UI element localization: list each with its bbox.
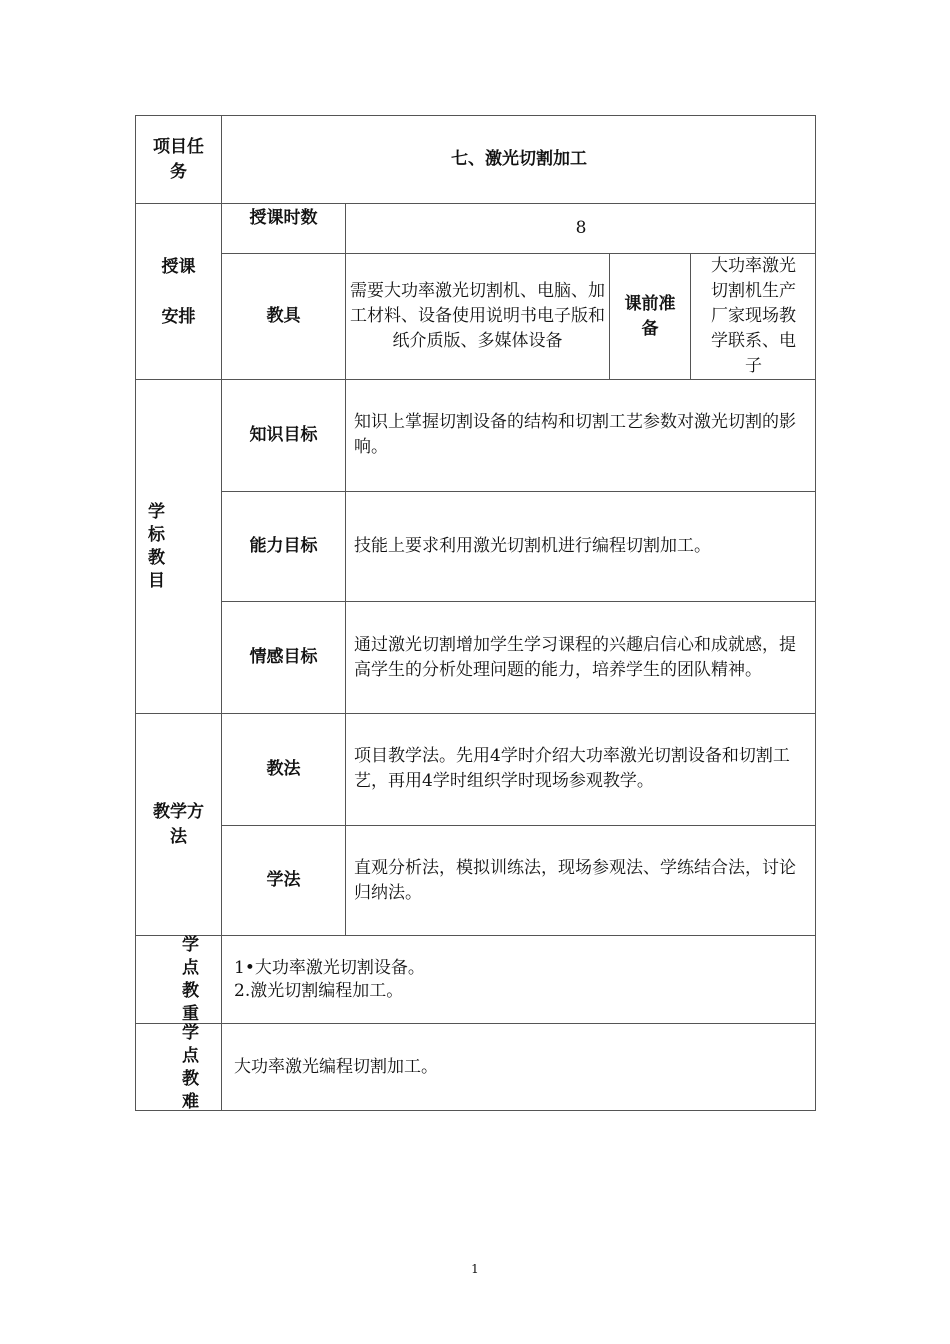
- ability-label: 能力目标: [249, 536, 318, 556]
- learning-value-cell: [345, 825, 816, 935]
- prep-value-cell: [690, 253, 816, 379]
- methods-label: 教学方法: [153, 801, 204, 847]
- key-points-label-cell: [135, 935, 221, 1023]
- schedule-label-1: 授课: [161, 256, 196, 277]
- task-label-cell: [135, 115, 221, 203]
- tools-label-cell: [221, 253, 345, 379]
- key-char-4: 重: [182, 1003, 199, 1024]
- emotion-value-cell: [345, 601, 816, 713]
- teaching-value-cell: [345, 713, 816, 825]
- goals-char-2: 标: [148, 524, 165, 545]
- hours-label: 授课时数: [249, 208, 318, 228]
- schedule-label-2: 安排: [161, 306, 196, 327]
- prep-label-cell: [609, 253, 690, 379]
- teaching-label: 教法: [266, 759, 301, 779]
- hours-label-cell: [221, 203, 345, 253]
- task-value-cell: [221, 115, 816, 203]
- prep-label: 课前准备: [624, 293, 676, 339]
- diff-char-3: 教: [182, 1068, 199, 1089]
- goals-char-3: 教: [148, 547, 165, 568]
- emotion-label-cell: [221, 601, 345, 713]
- key-char-2: 点: [182, 957, 199, 978]
- ability-label-cell: [221, 491, 345, 601]
- learning-label: 学法: [266, 870, 301, 890]
- key-char-1: 学: [182, 934, 199, 955]
- hours-value: 8: [575, 218, 587, 238]
- emotion-label: 情感目标: [249, 647, 318, 667]
- schedule-label-cell: [135, 203, 221, 379]
- goals-char-1: 学: [148, 501, 165, 522]
- ability-value: 技能上要求利用激光切割机进行编程切割加工。: [354, 536, 711, 556]
- knowledge-value: 知识上掌握切割设备的结构和切割工艺参数对激光切割的影响。: [354, 412, 796, 457]
- knowledge-value-cell: [345, 379, 816, 491]
- hours-value-cell: [345, 203, 816, 253]
- goals-char-4: 目: [148, 570, 165, 591]
- tools-value: 需要大功率激光切割机、电脑、加工材料、设备使用说明书电子版和纸介质版、多媒体设备: [350, 281, 605, 351]
- key-point-1: 1•大功率激光切割设备。: [234, 957, 425, 978]
- task-label: 项目任务: [153, 136, 204, 182]
- goals-label-cell: [135, 379, 221, 713]
- difficulties-value-cell: [221, 1023, 816, 1111]
- knowledge-label-cell: [221, 379, 345, 491]
- page-number: 1: [471, 1262, 479, 1276]
- ability-value-cell: [345, 491, 816, 601]
- diff-char-2: 点: [182, 1045, 199, 1066]
- key-point-2: 2.激光切割编程加工。: [234, 980, 404, 1001]
- emotion-value: 通过激光切割增加学生学习课程的兴趣启信心和成就感，提高学生的分析处理问题的能力，培养学生的团队精神。: [354, 634, 796, 680]
- key-points-value-cell: [221, 935, 816, 1023]
- learning-label-cell: [221, 825, 345, 935]
- tools-value-cell: [345, 253, 609, 379]
- teaching-value: 项目教学法。先用4学时介绍大功率激光切割设备和切割工艺，再用4学时组织学时现场参观教学。: [354, 746, 790, 791]
- knowledge-label: 知识目标: [249, 425, 318, 445]
- tools-label: 教具: [266, 306, 301, 326]
- diff-char-1: 学: [182, 1022, 199, 1043]
- prep-value: 大功率激光切割机生产厂家现场教学联系、电子: [711, 256, 796, 376]
- teaching-label-cell: [221, 713, 345, 825]
- methods-label-cell: [135, 713, 221, 935]
- task-title: 七、激光切割加工: [451, 149, 587, 169]
- difficulties-value: 大功率激光编程切割加工。: [234, 1057, 438, 1077]
- diff-char-4: 难: [182, 1091, 199, 1112]
- learning-value: 直观分析法，模拟训练法，现场参观法、学练结合法，讨论归纳法。: [354, 857, 796, 903]
- key-char-3: 教: [182, 980, 199, 1001]
- difficulties-label-cell: [135, 1023, 221, 1111]
